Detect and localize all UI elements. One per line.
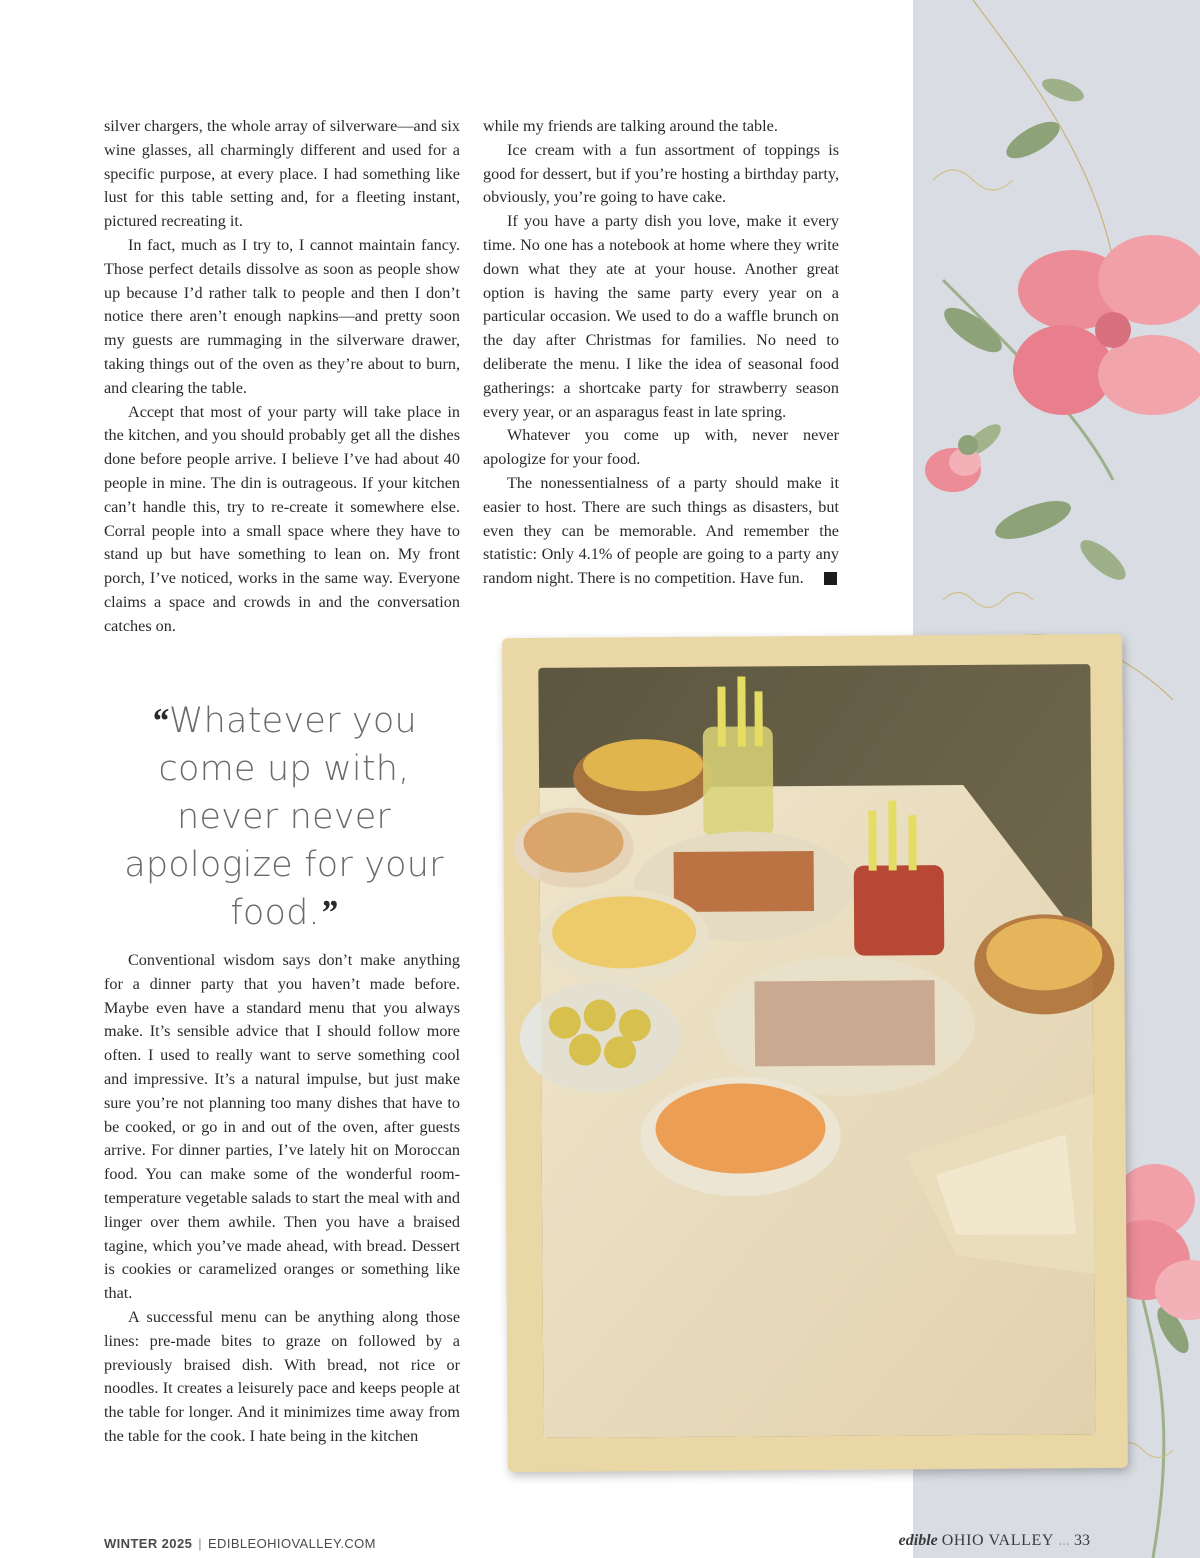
website-link[interactable]: EDIBLEOHIOVALLEY.COM	[207, 1536, 376, 1551]
paragraph-last	[483, 472, 839, 591]
issue-season: WINTER 2025	[104, 1536, 193, 1551]
end-of-article-mark	[824, 572, 837, 585]
footer-brand	[899, 1532, 1090, 1550]
footer-separator: |	[198, 1536, 202, 1551]
paragraph-text: The nonessentialness of a party should make it easier to host. There are such things as disasters, but even they can be memorable. And remember the statistic: Only 4.1% of people are going to a party any random night. There is no competition. Have fun.	[483, 473, 839, 588]
paragraph: Whatever you come up with, never never apologize for your food.	[483, 426, 839, 469]
pull-quote-text: Whatever you come up with, never never apologize for your food.	[124, 701, 444, 933]
paragraph: while my friends are talking around the table.	[483, 117, 778, 135]
paragraph: In fact, much as I try to, I cannot maintain fancy. Those perfect details dissolve as soon as people show up because I’d rather talk to people and then I don’t notice there aren’t enough napkins—and pretty soon my guests are rummaging in the silverware drawer, taking things out of the oven as they’re about to burn, and clearing the table.	[104, 235, 460, 397]
paragraph: A successful menu can be anything along those lines: pre-made bites to graze on followed by a previously braised dish. With bread, not rice or noodles. It creates a leisurely pace and keeps people at the table for longer. And it minimizes time away from the table for the cook. I hate being in the kitchen	[104, 1307, 460, 1445]
paragraph: Accept that most of your party will take place in the kitchen, and you should probably get all the dishes done before people arrive. I believe I’ve had about 40 people in mine. The din is outrageous. If your kitchen can’t handle this, try to re-create it somewhere else. Corral people into a small space where they have to stand up but have something to lean on. My front porch, I’ve noticed, works in the same way. Everyone claims a space and crowds in and the conversation catches on.	[104, 402, 460, 635]
article-column-right-top	[483, 115, 839, 591]
footer-publication-info	[104, 1536, 376, 1551]
footer-dots: ...	[1058, 1532, 1070, 1549]
page-number: 33	[1074, 1532, 1090, 1549]
close-quote-mark: ”	[319, 893, 338, 932]
paragraph: Ice cream with a fun assortment of toppings is good for dessert, but if you’re hosting a birthday party, obviously, you’re going to have cake.	[483, 140, 839, 207]
paragraph: Conventional wisdom says don’t make anything for a dinner party that you haven’t made before. Maybe even have a standard menu that you always make. It’s sensible advice that I should follow more often. I used to really want to serve something cool and impressive. It’s a natural impulse, but just make sure you’re not planning too many dishes that have to be cooked, or go in and out of the oven, after guests arrive. For dinner parties, I’ve lately hit on Moroccan food. You can make some of the wonderful room-temperature vegetable salads to start the meal with and linger over them awhile. Then you have a braised tagine, which you’ve made ahead, with bread. Dessert is cookies or caramelized oranges or something like that.	[104, 951, 460, 1303]
brand-region: OHIO VALLEY	[941, 1532, 1054, 1549]
article-column-left-bottom	[104, 949, 460, 1449]
paragraph: If you have a party dish you love, make it every time. No one has a notebook at home where they write down what they ate at your house. Another great option is having the same party every year on a particular occasion. We used to do a waffle brunch on the day after Christmas for families. No need to deliberate the menu. I like the idea of seasonal food gatherings: a shortcake party for strawberry season every year, or an asparagus feast in late spring.	[483, 212, 839, 421]
open-quote-mark: “	[151, 701, 169, 740]
vintage-party-table-photo	[502, 634, 1128, 1472]
article-column-left-top	[104, 115, 460, 639]
pull-quote	[104, 697, 464, 937]
brand-name: edible	[898, 1532, 938, 1549]
paragraph: silver chargers, the whole array of silverware—and six wine glasses, all charmingly different and used for a specific purpose, at every place. I had something like lust for this table setting and, for a fleeting instant, pictured recreating it.	[104, 117, 460, 231]
